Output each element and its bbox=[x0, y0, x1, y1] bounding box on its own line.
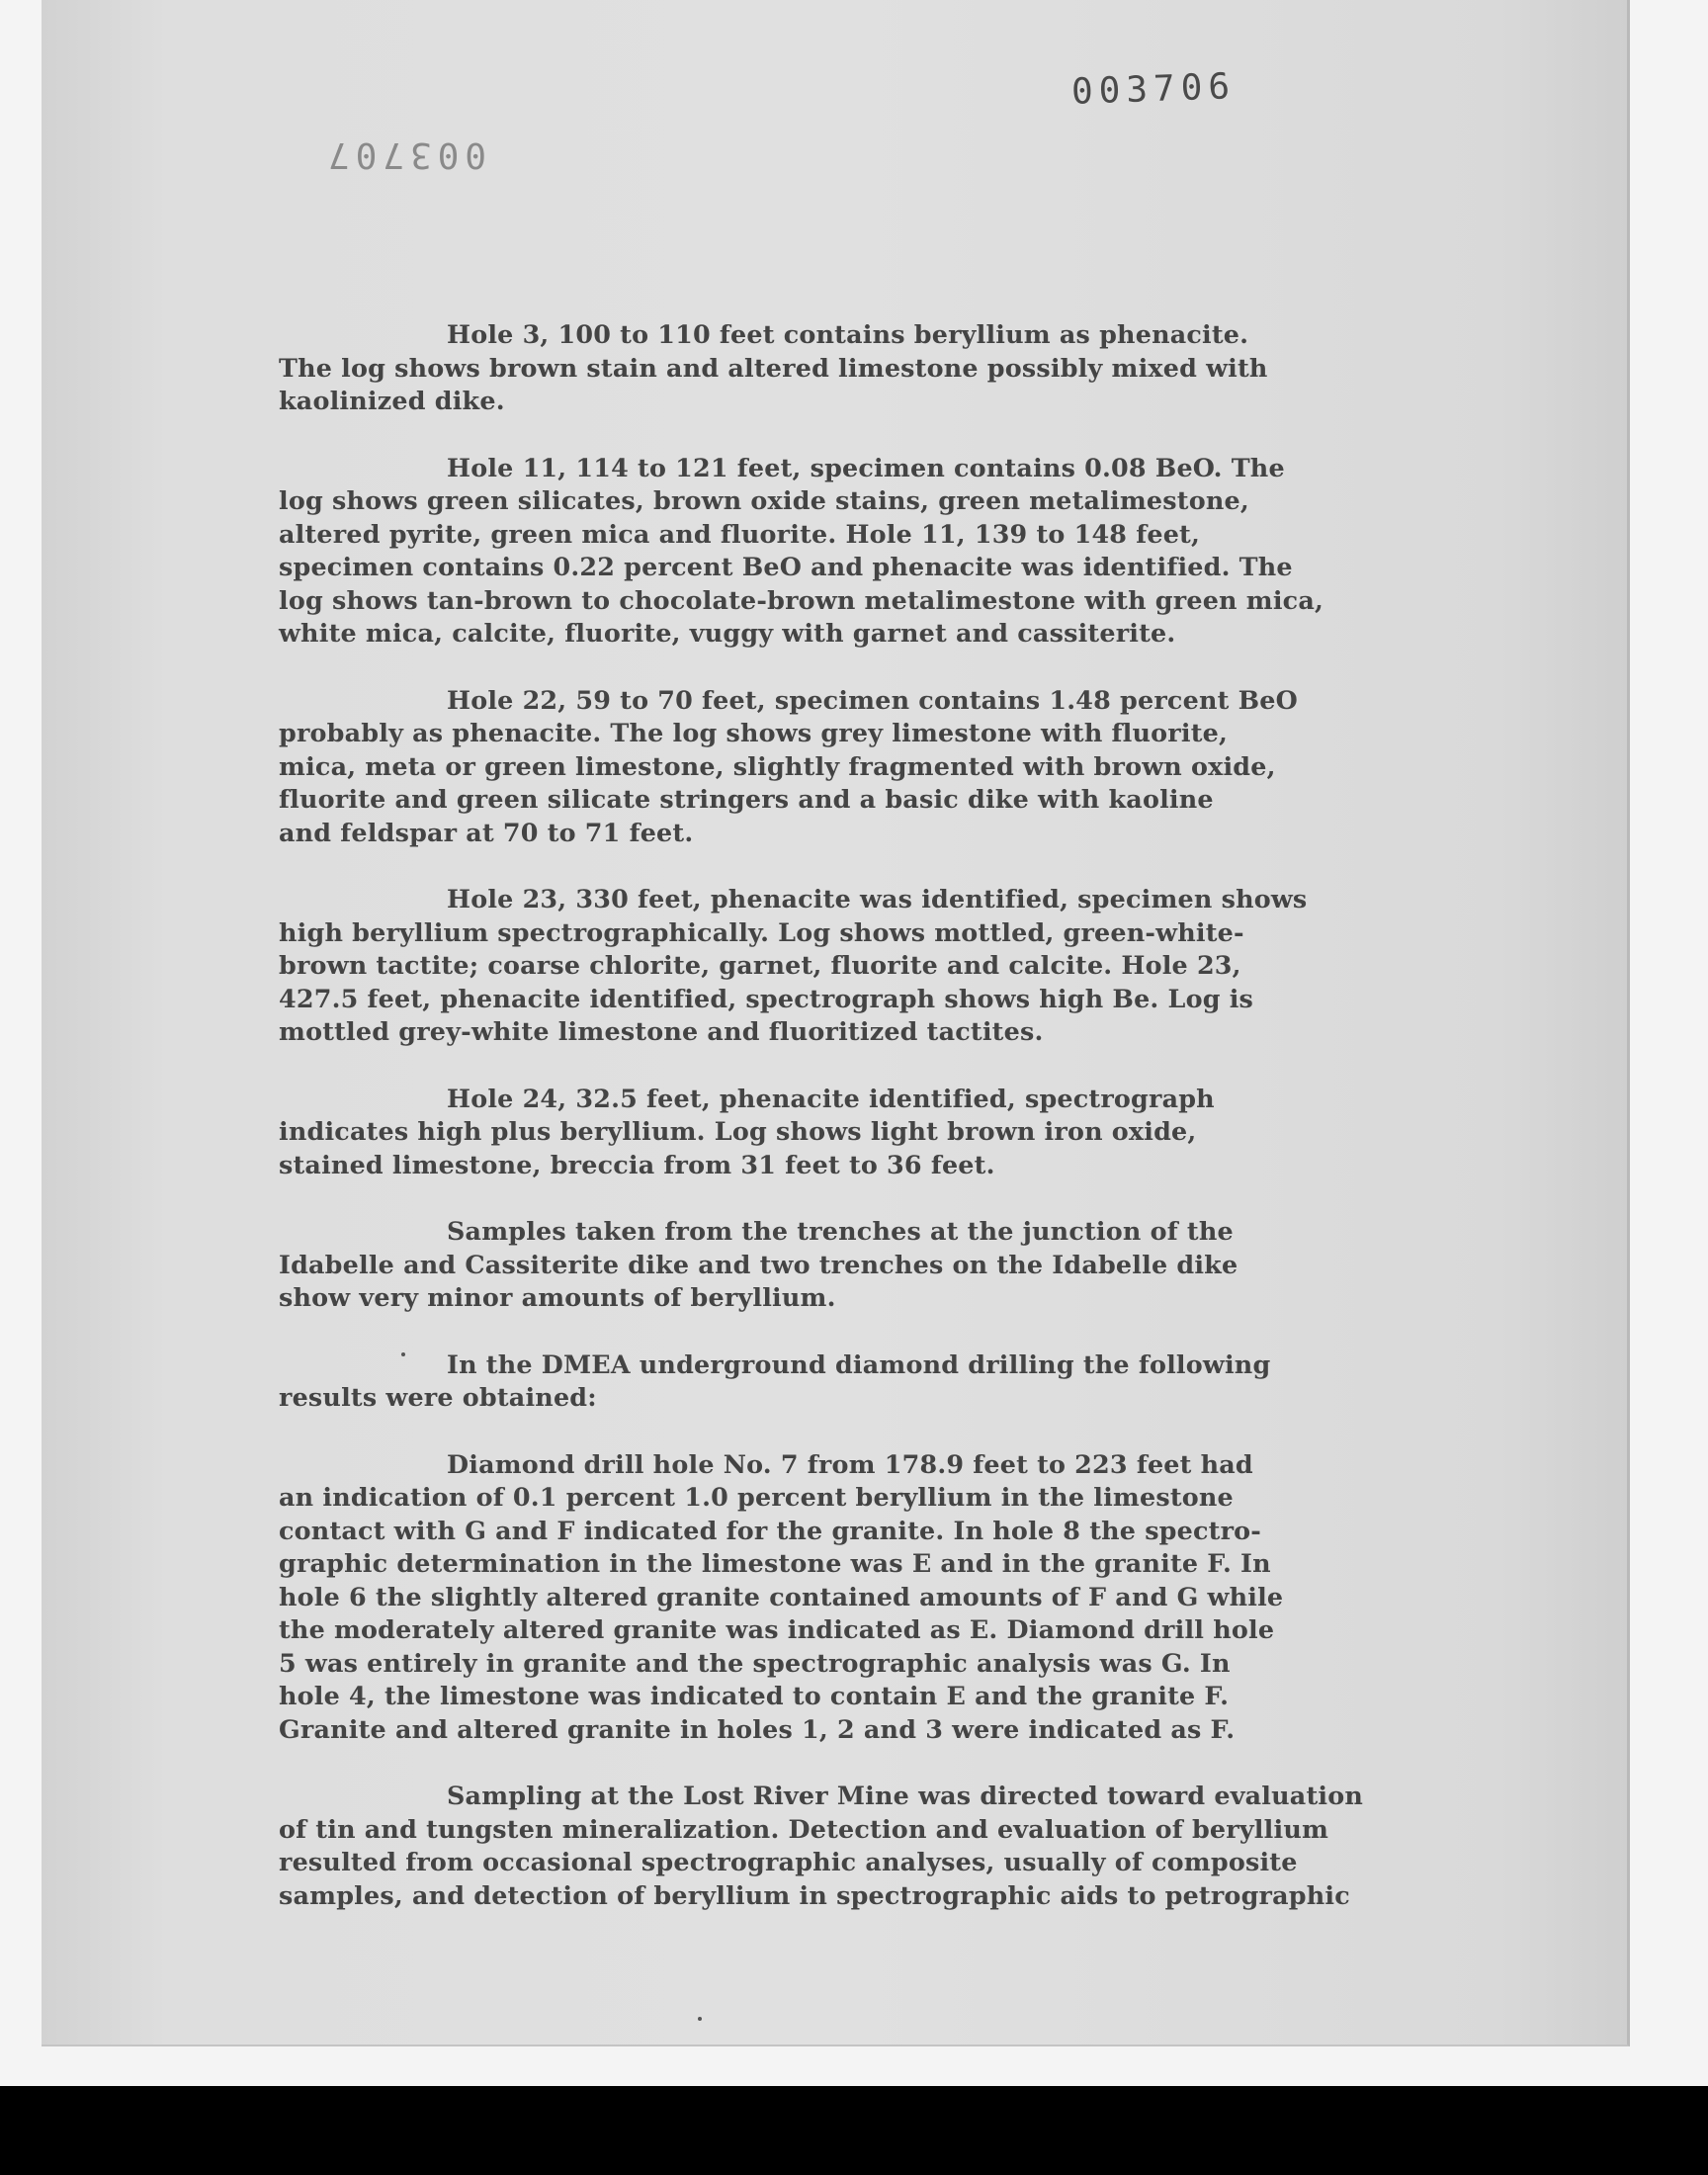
text-line: Hole 23, 330 feet, phenacite was identified, specimen shows bbox=[447, 884, 1308, 914]
text-line: In the DMEA underground diamond drilling the following bbox=[447, 1348, 1271, 1379]
paragraph bbox=[279, 1448, 1504, 1747]
text-line: an indication of 0.1 percent 1.0 percent beryllium in the limestone bbox=[279, 1482, 1234, 1512]
text-line: log shows tan-brown to chocolate-brown metalimestone with green mica, bbox=[279, 584, 1324, 615]
paragraph bbox=[279, 318, 1504, 418]
text-line: Sampling at the Lost River Mine was directed toward evaluation bbox=[447, 1781, 1364, 1810]
text-line: the moderately altered granite was indicated as E. Diamond drill hole bbox=[279, 1614, 1275, 1644]
paragraph bbox=[279, 1215, 1504, 1315]
paragraph bbox=[279, 1780, 1504, 1912]
text-line: Granite and altered granite in holes 1, 2 and 3 were indicated as F. bbox=[279, 1713, 1236, 1744]
text-line: of tin and tungsten mineralization. Detection and evaluation of beryllium bbox=[279, 1813, 1329, 1844]
text-line: Hole 3, 100 to 110 feet contains beryllium as phenacite. bbox=[447, 319, 1249, 349]
bleed-through-document-number: 003707 bbox=[322, 134, 487, 175]
text-line: fluorite and green silicate stringers and a basic dike with kaoline bbox=[279, 784, 1214, 814]
text-line: resulted from occasional spectrographic analyses, usually of composite bbox=[279, 1847, 1298, 1876]
text-line: mica, meta or green limestone, slightly fragmented with brown oxide, bbox=[279, 750, 1276, 781]
paragraph bbox=[279, 684, 1504, 850]
text-line: white mica, calcite, fluorite, vuggy with garnet and cassiterite. bbox=[279, 618, 1176, 648]
text-line: 427.5 feet, phenacite identified, spectrograph shows high Be. Log is bbox=[279, 983, 1254, 1013]
text-line: Diamond drill hole No. 7 from 178.9 feet to 223 feet had bbox=[447, 1448, 1253, 1479]
text-line: kaolinized dike. bbox=[279, 386, 505, 415]
text-line: Hole 11, 114 to 121 feet, specimen contains 0.08 BeO. The bbox=[447, 452, 1285, 482]
text-line: altered pyrite, green mica and fluorite. Hole 11, 139 to 148 feet, bbox=[279, 518, 1201, 549]
scan-bottom-band bbox=[0, 2086, 1708, 2175]
text-line: probably as phenacite. The log shows grey limestone with fluorite, bbox=[279, 718, 1229, 747]
text-line: results were obtained: bbox=[279, 1382, 597, 1412]
text-line: The log shows brown stain and altered limestone possibly mixed with bbox=[279, 352, 1268, 383]
text-line: Samples taken from the trenches at the junction of the bbox=[447, 1216, 1234, 1246]
speck-mark bbox=[698, 2017, 702, 2021]
document-number-stamp: 003706 bbox=[1070, 66, 1237, 113]
text-line: show very minor amounts of beryllium. bbox=[279, 1282, 836, 1312]
text-line: stained limestone, breccia from 31 feet to 36 feet. bbox=[279, 1149, 995, 1179]
text-line: and feldspar at 70 to 71 feet. bbox=[279, 817, 694, 847]
text-line: Idabelle and Cassiterite dike and two trenches on the Idabelle dike bbox=[279, 1249, 1238, 1279]
paragraph bbox=[279, 883, 1504, 1049]
text-line: contact with G and F indicated for the granite. In hole 8 the spectro- bbox=[279, 1515, 1262, 1545]
text-line: high beryllium spectrographically. Log shows mottled, green-white- bbox=[279, 916, 1244, 947]
paragraph bbox=[279, 452, 1504, 651]
paragraph bbox=[279, 1083, 1504, 1182]
document-body bbox=[279, 318, 1504, 1946]
text-line: samples, and detection of beryllium in spectrographic aids to petrographic bbox=[279, 1879, 1350, 1910]
text-line: log shows green silicates, brown oxide stains, green metalimestone, bbox=[279, 485, 1249, 515]
text-line: Hole 24, 32.5 feet, phenacite identified, spectrograph bbox=[447, 1083, 1215, 1113]
text-line: hole 4, the limestone was indicated to contain E and the granite F. bbox=[279, 1681, 1230, 1710]
text-line: Hole 22, 59 to 70 feet, specimen contains 1.48 percent BeO bbox=[447, 684, 1298, 715]
text-line: graphic determination in the limestone was E and in the granite F. In bbox=[279, 1548, 1271, 1578]
speck-mark bbox=[401, 1352, 405, 1356]
paragraph bbox=[279, 1348, 1504, 1415]
text-line: mottled grey-white limestone and fluoritized tactites. bbox=[279, 1016, 1044, 1046]
text-line: specimen contains 0.22 percent BeO and phenacite was identified. The bbox=[279, 552, 1293, 581]
text-line: brown tactite; coarse chlorite, garnet, fluorite and calcite. Hole 23, bbox=[279, 950, 1241, 980]
text-line: 5 was entirely in granite and the spectrographic analysis was G. In bbox=[279, 1647, 1231, 1678]
text-line: hole 6 the slightly altered granite contained amounts of F and G while bbox=[279, 1581, 1284, 1611]
text-line: indicates high plus beryllium. Log shows light brown iron oxide, bbox=[279, 1116, 1197, 1146]
